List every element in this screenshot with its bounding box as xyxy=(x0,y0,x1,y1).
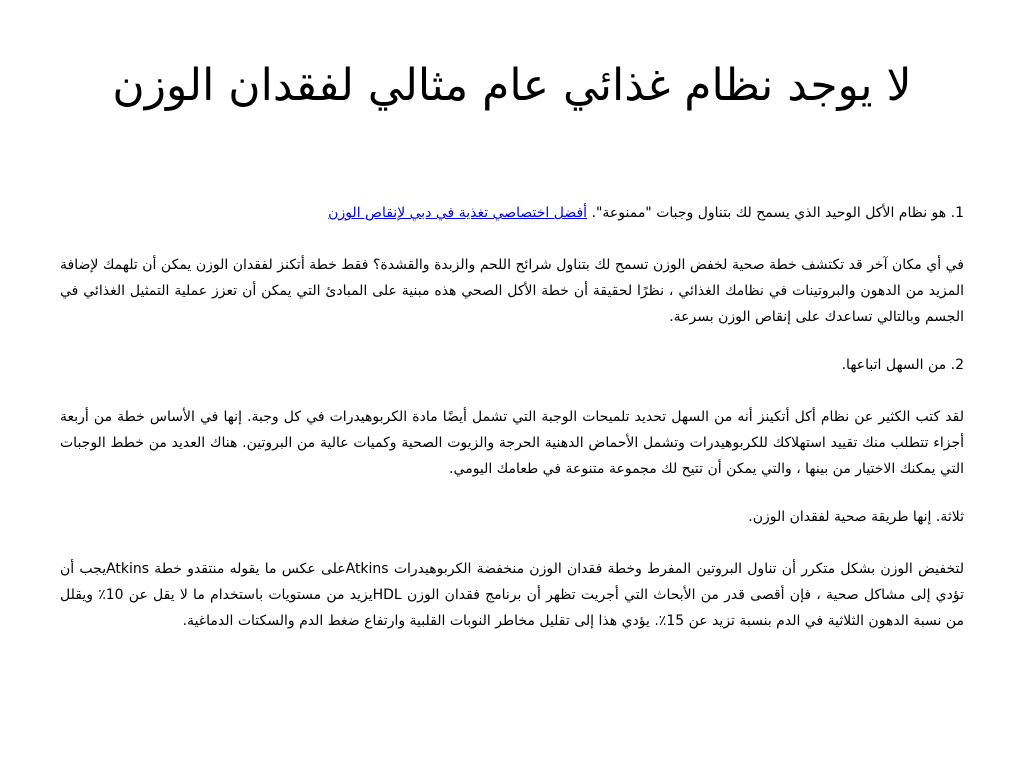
paragraph-3: 2. من السهل اتباعها. xyxy=(841,357,964,373)
paragraph-6: لتخفيض الوزن بشكل متكرر أن تناول البروتين المفرط وخطة فقدان الوزن منخفضة الكربوهيدرات Atkinsعلى عكس ما يقوله منتقدو خطة Atkinsيجب أن تؤدي إلى مشاكل صحية ، فإن أقصى قدر من الأبحاث التي أجريت تظهر أن برنامج فقدان الوزن HDLيزيد من مستويات باستخدام ما لا يقل عن 10٪ ويقلل من نسبة الدهون الثلاثية في الدم بنسبة تزيد عن 15٪. يؤدي هذا إلى تقليل مخاطر النوبات القلبية وارتفاع ضغط الدم والسكتات الدماغية. xyxy=(60,561,965,629)
paragraph-2: في أي مكان آخر قد تكتشف خطة صحية لخفض الوزن تسمح لك بتناول شرائح اللحم والزبدة والقشدة؟ فقط خطة أتكنز لفقدان الوزن يمكن أن تلهمك لإضافة المزيد من الدهون والبروتينات في نظامك الغذائي ، نظرًا لحقيقة أن خطة الأكل الصحي هذه مبنية على المبادئ التي يمكن أن تعزز عملية التمثيل الغذائي في الجسم وبالتالي تساعدك على إنقاص الوزن بسرعة. xyxy=(60,257,964,325)
dietitian-dubai-link[interactable]: أفضل اختصاصي تغذية في دبي لإنقاص الوزن xyxy=(328,205,588,221)
paragraph-5: ثلاثة. إنها طريقة صحية لفقدان الوزن. xyxy=(748,509,964,525)
paragraph-1-text: هو نظام الأكل الوحيد الذي يسمح لك بتناول وجبات "ممنوعة". xyxy=(587,205,951,221)
paragraph-1 xyxy=(60,200,964,226)
slide-body xyxy=(60,200,964,656)
paragraph-4: لقد كتب الكثير عن نظام أكل أتكينز أنه من السهل تحديد تلميحات الوجبة التي تشمل أيضًا مادة الكربوهيدرات في كل وجبة. إنها في الأساس خطة من أربعة أجزاء تتطلب منك تقييد استهلاكك للكربوهيدرات وتشمل الأحماض الدهنية الحرجة والزيوت الصحية وكميات عالية من البروتين. هناك العديد من خطط الوجبات التي يمكنك الاختيار من بينها ، والتي يمكن أن تتيح لك مجموعة متنوعة في طعامك اليومي. xyxy=(60,409,964,477)
paragraph-1-number: 1. xyxy=(950,205,964,221)
slide-title: لا يوجد نظام غذائي عام مثالي لفقدان الوزن xyxy=(112,60,912,111)
